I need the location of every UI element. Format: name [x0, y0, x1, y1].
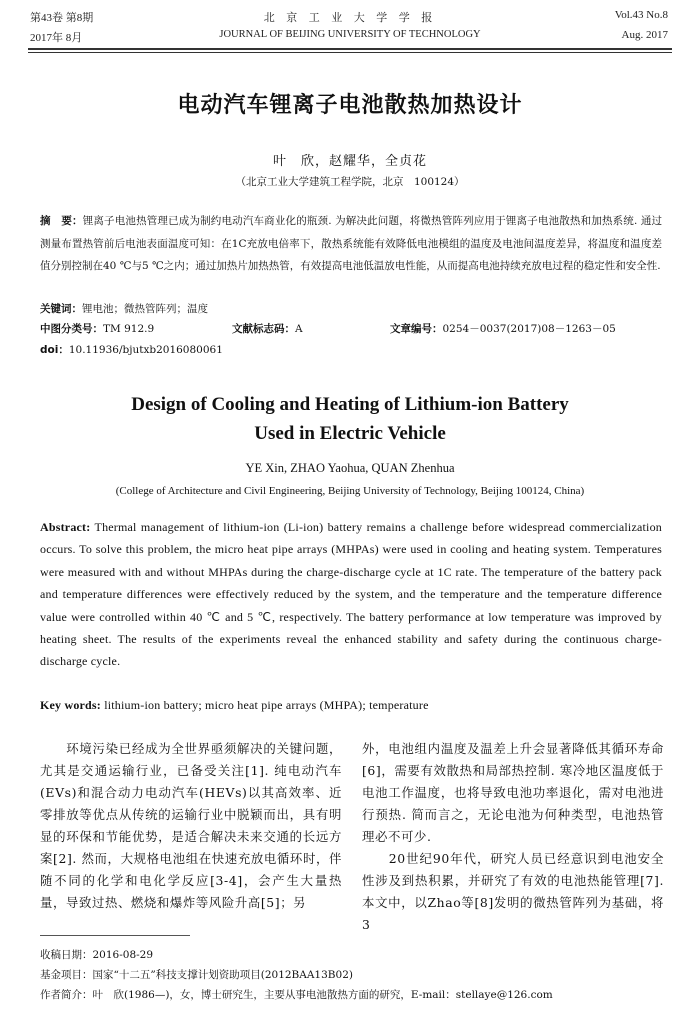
- footnote-rule: [40, 935, 190, 936]
- date-en: Aug. 2017: [621, 29, 668, 41]
- clc-number: [40, 319, 154, 339]
- header-rule-thin: [28, 52, 672, 53]
- abstract-en-label: Abstract:: [40, 520, 91, 534]
- doc-code-value: A: [295, 323, 303, 335]
- doi: [40, 340, 223, 360]
- article-number: [390, 319, 616, 339]
- clc-value: TM 912.9: [103, 323, 155, 335]
- authors-en: YE Xin, ZHAO Yaohua, QUAN Zhenhua: [245, 461, 455, 475]
- keywords-cn-label: 关键词：: [40, 303, 82, 315]
- volume-issue-en: Vol.43 No.8: [614, 9, 668, 21]
- authors-cn: 叶 欣，赵耀华，全贞花: [272, 154, 427, 169]
- doi-label: doi：: [40, 344, 69, 356]
- footnote-fund: 基金项目：国家“十二五”科技支撑计划资助项目(2012BAA13B02): [40, 969, 353, 981]
- keywords-cn-text: 锂电池；微热管阵列；温度: [82, 303, 208, 315]
- abstract-cn-label: 摘 要：: [40, 215, 83, 227]
- affiliation-cn: （北京工业大学建筑工程学院，北京 100124）: [235, 176, 465, 188]
- abstract-en-text: Thermal management of lithium-ion (Li-ion) battery remains a challenge before widespread commercialization occurs. To solve this problem, the micro heat pipe arrays (MHPAs) were used in cooling and heating system. Temperatures were measured with and without MHPAs during the charge-discharge cycle at 1C rate. The temperature of the battery pack and temperature differences were effectively reduced by the system, and the temperature and the temperature difference value were controlled within 40 ℃ and 5 ℃, respectively. The battery performance at low temperature was improved by heating sheet. The results of the experiments reveal the enhanced stability and safety during the continuous charge-discharge cycle.: [40, 520, 662, 669]
- journal-name-cn: 北 京 工 业 大 学 学 报: [263, 11, 437, 24]
- doi-value[interactable]: 10.11936/bjutxb2016080061: [68, 344, 223, 356]
- volume-issue-cn: 第43卷 第8期: [30, 12, 94, 24]
- abstract-en: [40, 516, 662, 673]
- header-rule: [28, 48, 672, 50]
- article-no-label: 文章编号：: [390, 323, 443, 335]
- keywords-en-label: Key words:: [40, 698, 101, 712]
- page-title: 电动汽车锂离子电池散热加热设计: [177, 93, 523, 118]
- body-column-left: 环境污染已经成为全世界亟须解决的关键问题，尤其是交通运输行业，已备受关注[1]. 纯电动汽车(EVs)和混合动力电动汽车(HEVs)以其高效率、近零排放等优点从传统的运输行业中脱颖而出，具有明显的环保和节能优势，是适合解决未来交通的长远方案[2]. 然而，大规格电池组在快速充放电循环时，伴随不同的化学和电化学反应[3-4]，会产生大量热量，导致过热、燃烧和爆炸等风险升高[5]；另: [40, 741, 342, 910]
- keywords-cn: [40, 299, 208, 319]
- document-code: [232, 319, 303, 339]
- journal-name-en: JOURNAL OF BEIJING UNIVERSITY OF TECHNOLOGY: [219, 29, 481, 40]
- keywords-en: [40, 694, 662, 716]
- doc-code-label: 文献标志码：: [232, 323, 295, 335]
- clc-label: 中图分类号：: [40, 323, 103, 335]
- abstract-cn: [40, 210, 662, 278]
- title-en-line-2: Used in Electric Vehicle: [254, 423, 446, 444]
- date-cn: 2017年 8月: [30, 32, 83, 44]
- article-no-value: 0254－0037(2017)08－1263－05: [442, 323, 616, 335]
- keywords-en-text: lithium-ion battery; micro heat pipe arrays (MHPA); temperature: [101, 698, 429, 712]
- footnote-received: 收稿日期：2016-08-29: [40, 949, 154, 961]
- affiliation-en: (College of Architecture and Civil Engineering, Beijing University of Technology, Beijing 100124, China): [115, 485, 585, 497]
- footnote-author: 作者简介：叶 欣(1986—)，女，博士研究生，主要从事电池散热方面的研究，E-mail：stellaye@126.com: [40, 989, 553, 1001]
- abstract-cn-text: 锂离子电池热管理已成为制约电动汽车商业化的瓶颈. 为解决此问题，将微热管阵列应用于锂离子电池散热和加热系统. 通过测量布置热管前后电池表面温度可知：在1C充放电倍率下，散热系统能有效降低电池模组的温度及电池间温度差异，将温度和温度差值分别控制在40 ℃与5 ℃之内；通过加热片加热热管，有效提高电池低温放电性能，从而提高电池持续充放电过程的稳定性和安全性.: [40, 215, 662, 272]
- body-column-right: 外，电池组内温度及温差上升会显著降低其循环寿命[6]，需要有效散热和局部热控制. 寒冷地区温度低于电池工作温度，也将导致电池功率退化，需对电池进行预热. 简而言之，无论电池为何种类型，电池热管理必不可少. 20世纪90年代，研究人员已经意识到电池安全性涉及到热积累，并研究了有效的电池热能管理[7]. 本文中，以Zhao等[8]发明的微热管阵列为基础，将3: [362, 741, 664, 932]
- title-en-line-1: Design of Cooling and Heating of Lithium-ion Battery: [131, 394, 569, 415]
